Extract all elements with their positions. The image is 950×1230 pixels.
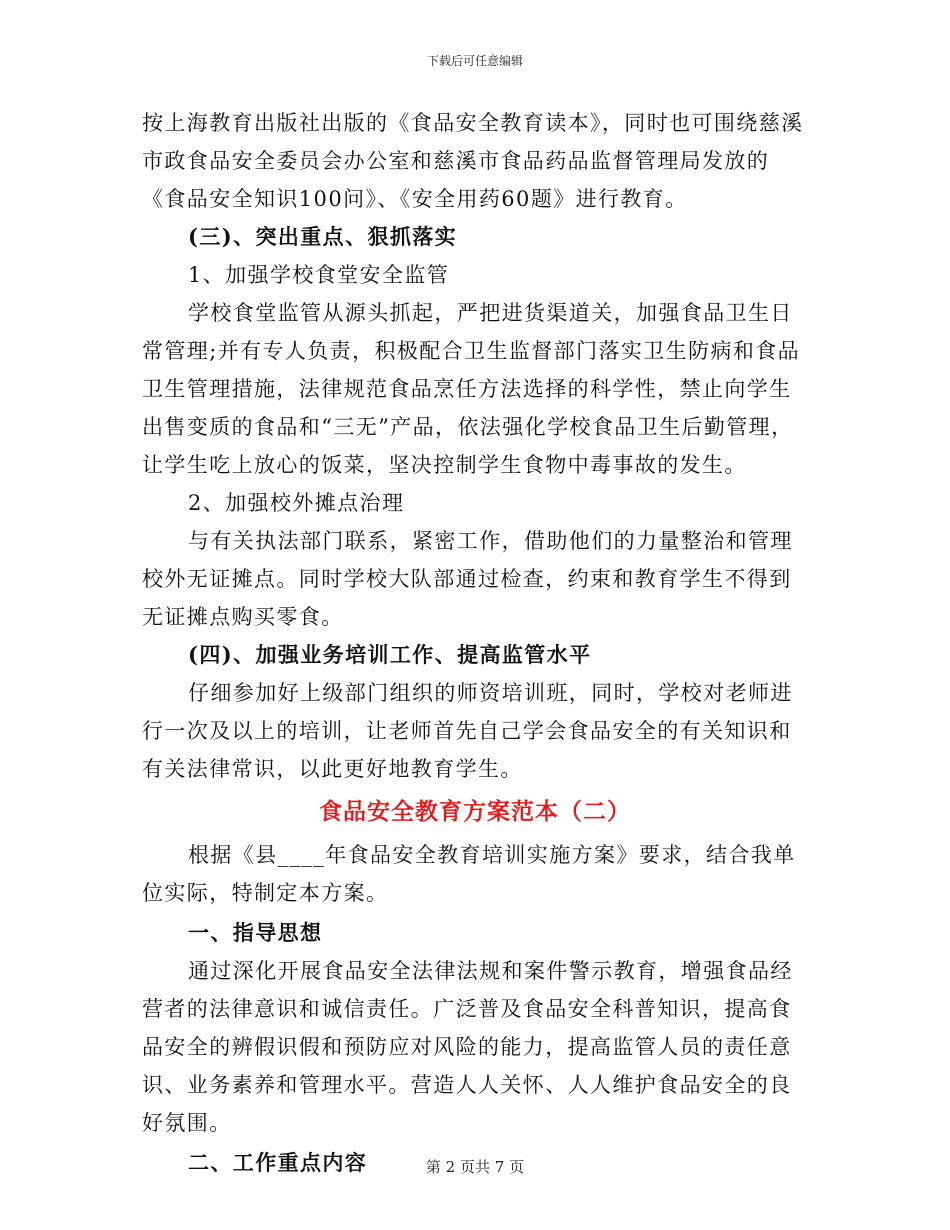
paragraph-canteen: 学校食堂监管从源头抓起，严把进货渠道关，加强食品卫生日常管理;并有专人负责，积极配合卫生监督部门落实卫生防病和食品卫生管理措施，法律规范食品烹任方法选择的科学性，禁止向学生出售变质的食品和“三无”产品，依法强化学校食品卫生后勤管理，让学生吃上放心的饭菜，坚决控制学生食物中毒事故的发生。: [142, 301, 801, 477]
document-body: [142, 104, 808, 1182]
subheading-street-stalls: 2、加强校外摊点治理: [188, 491, 405, 515]
heading-section-3: (三)、突出重点、狠抓落实: [188, 224, 458, 249]
heading-key-work: 二、工作重点内容: [188, 1150, 368, 1175]
paragraph-guiding-thought: 通过深化开展食品安全法律法规和案件警示教育，增强食品经营者的法律意识和诚信责任。广泛普及食品安全科普知识，提高食品安全的辨假识假和预防应对风险的能力，提高监管人员的责任意识、业务素养和管理水平。营造人人关怀、人人维护食品安全的良好氛围。: [142, 959, 793, 1135]
subheading-canteen: 1、加强学校食堂安全监管: [188, 263, 450, 287]
paragraph-training: 仔细参加好上级部门组织的师资培训班，同时，学校对老师进行一次及以上的培训，让老师首先自己学会食品安全的有关知识和有关法律常识，以此更好地教育学生。: [142, 681, 793, 781]
page-header: 下载后可任意编辑: [426, 54, 523, 68]
paragraph-reading-materials: 按上海教育出版社出版的《食品安全教育读本》，同时也可围绕慈溪市政食品安全委员会办公室和慈溪市食品药品监督管理局发放的《食品安全知识100问》、《安全用药60题》进行教育。: [142, 111, 804, 211]
document-title-2: 食品安全教育方案范本（二）: [319, 798, 631, 825]
paragraph-street-stalls: 与有关执法部门联系，紧密工作，借助他们的力量整治和管理校外无证摊点。同时学校大队部通过检查，约束和教育学生不得到无证摊点购买零食。: [142, 529, 793, 629]
heading-guiding-thought: 一、指导思想: [188, 920, 323, 945]
paragraph-intro: 根据《县____年食品安全教育培训实施方案》要求，结合我单位实际，特制定本方案。: [142, 843, 796, 905]
page-footer: 第 2 页共 7 页: [425, 1158, 525, 1176]
heading-section-4: (四)、加强业务培训工作、提高监管水平: [188, 642, 592, 667]
